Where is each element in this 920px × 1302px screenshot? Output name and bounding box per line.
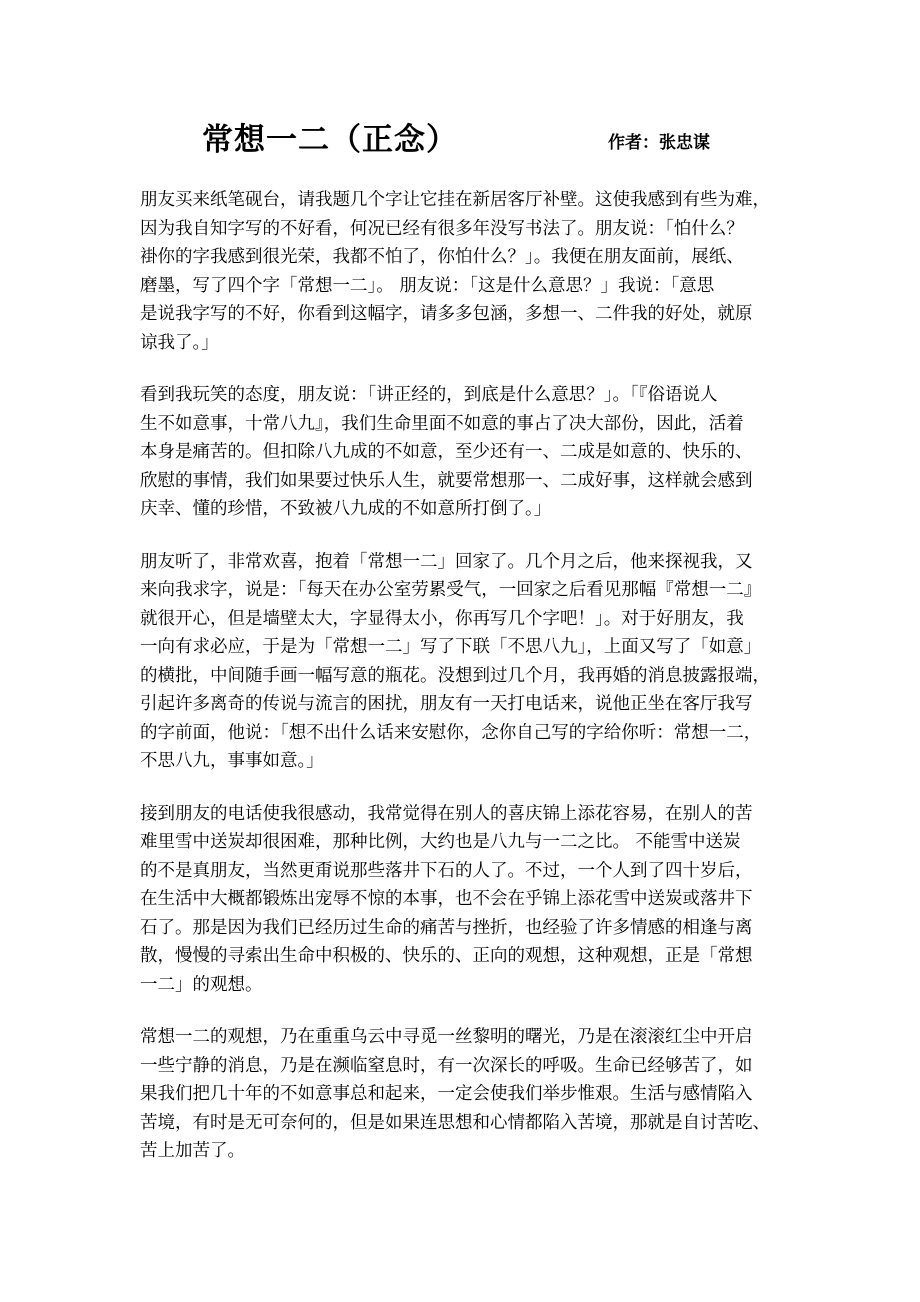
paragraph-line: 的不是真朋友，当然更甭说那些落井下石的人了。不过，一个人到了四十岁后， (140, 860, 753, 881)
paragraph (140, 800, 790, 1000)
paragraph-line: 果我们把几十年的不如意事总和起来，一定会使我们举步惟艰。生活与感情陷入 (140, 1084, 753, 1104)
paragraph-line: 不思八九，事事如意。」 (140, 751, 324, 771)
paragraph-line: 一二」的观想。 (140, 974, 263, 995)
paragraph-line: 的横批，中间随手画一幅写意的瓶花。没想到过几个月，我再婚的消息披露报端， (140, 665, 770, 686)
paragraph-line: 因为我自知字写的不好看，何况已经有很多年没写书法了。朋友说：「怕什么？ (140, 218, 744, 239)
paragraph (140, 1023, 790, 1166)
author-byline: 作者：张忠谋 (608, 133, 710, 153)
paragraph-line: 褂你的字我感到很光荣，我都不怕了，你怕什么？」。我便在朋友面前，展纸、 (140, 247, 744, 267)
paragraph (140, 186, 790, 357)
paragraph-line: 散，慢慢的寻索出生命中积极的、快乐的、正向的观想，这种观想，正是「常想 (140, 946, 753, 966)
paragraph-line: 一些宁静的消息，乃是在濒临窒息时，有一次深长的呼吸。生命已经够苦了，如 (140, 1055, 753, 1076)
paragraph-line: 苦上加苦了。 (140, 1141, 245, 1161)
paragraph-line: 难里雪中送炭却很困难，那种比例，大约也是八九与一二之比。 不能雪中送炭 (140, 832, 741, 852)
paragraph-line: 来向我求字，说是：「每天在办公室劳累受气，一回家之后看见那幅『常想一二』 (140, 580, 762, 600)
paragraph-line: 引起许多离奇的传说与流言的困扰，朋友有一天打电话来，说他正坐在客厅我写 (140, 694, 753, 714)
paragraph-line: 庆幸、懂的珍惜，不致被八九成的不如意所打倒了。」 (140, 499, 552, 519)
title-row (0, 118, 920, 162)
paragraph-line: 本身是痛苦的。但扣除八九成的不如意，至少还有一、二成是如意的、快乐的、 (140, 442, 753, 462)
paragraph-line: 朋友买来纸笔砚台，请我题几个字让它挂在新居客厅补壁。这使我感到有些为难， (140, 190, 770, 210)
paragraph-line: 生不如意事，十常八九』，我们生命里面不如意的事占了决大部份，因此，活着 (140, 413, 744, 434)
paragraph-line: 常想一二的观想，乃在重重乌云中寻觅一丝黎明的曙光，乃是在滚滚红尘中开启 (140, 1027, 753, 1047)
paragraph-line: 苦境，有时是无可奈何的，但是如果连思想和心情都陷入苦境，那就是自讨苦吃、 (140, 1112, 770, 1133)
paragraph-line: 欣慰的事情，我们如果要过快乐人生，就要常想那一、二成好事，这样就会感到 (140, 470, 753, 491)
paragraph-line: 磨墨，写了四个字「常想一二」。 朋友说：「这是什么意思？」我说：「意思 (140, 275, 715, 296)
paragraph-line: 就很开心，但是墙壁太大，字显得太小，你再写几个字吧！」。对于好朋友，我 (140, 608, 744, 629)
paragraph-line: 的字前面，他说：「想不出什么话来安慰你，念你自己写的字给你听：常想一二， (140, 722, 762, 743)
paragraph-line: 朋友听了，非常欢喜，抱着「常想一二」回家了。几个月之后，他来探视我，又 (140, 551, 753, 572)
document-title: 常想一二（正念） (202, 122, 458, 158)
paragraph-line: 是说我字写的不好，你看到这幅字，请多多包涵，多想一、二件我的好处，就原 (140, 304, 753, 324)
document-body (140, 186, 790, 1190)
paragraph-line: 一向有求必应，于是为「常想一二」写了下联「不思八九」，上面又写了「如意」 (140, 637, 762, 657)
paragraph-line: 石了。那是因为我们已经历过生命的痛苦与挫折，也经验了许多情感的相逢与离 (140, 917, 753, 938)
paragraph-line: 看到我玩笑的态度，朋友说：「讲正经的，到底是什么意思？」。「『俗语说人 (140, 385, 718, 405)
paragraph (140, 381, 790, 524)
paragraph-line: 接到朋友的电话使我很感动，我常觉得在别人的喜庆锦上添花容易，在别人的苦 (140, 803, 753, 824)
paragraph-line: 在生活中大概都锻炼出宠辱不惊的本事，也不会在乎锦上添花雪中送炭或落井下 (140, 889, 753, 909)
paragraph (140, 548, 790, 776)
paragraph-line: 谅我了。」 (140, 332, 219, 353)
